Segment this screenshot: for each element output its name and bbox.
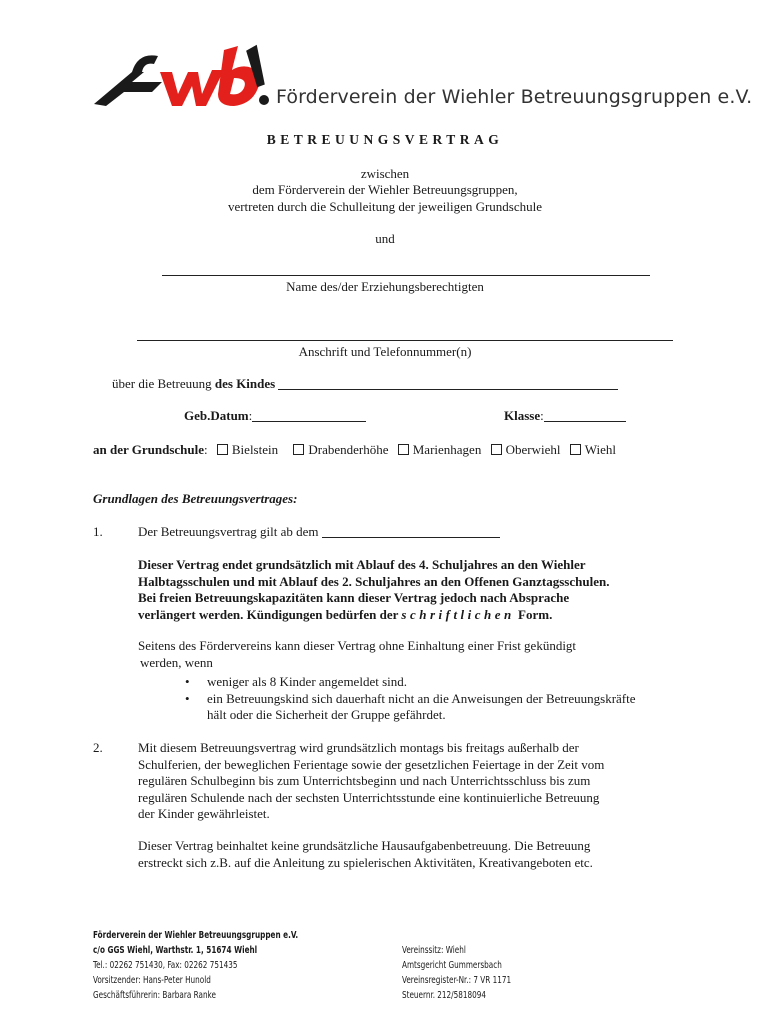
item1-termination: Seitens des Fördervereins kann dieser Vertrag ohne Einhaltung einer Frist gekündigt werden, wenn	[138, 638, 577, 670]
item1-bold-paragraph: Dieser Vertrag endet grundsätzlich mit Ablauf des 4. Schuljahres an den Wiehler Halbtagsschulen und mit Ablauf des 2. Schuljahres an den Offenen Ganztagsschulen. Bei freien Betreuungskapazitäten kann dieser Vertrag jedoch nach Absprache verlängert werden. Kündigungen bedürfen der schriftlichen Form.	[138, 557, 610, 622]
class-row: Klasse:	[504, 408, 626, 424]
class-label: Klasse	[504, 408, 541, 423]
item2-number: 2.	[93, 740, 103, 755]
item2-extra-paragraph: Dieser Vertrag beinhaltet keine grundsätzliche Hausaufgabenbetreuung. Die Betreuung erstreckt sich z.B. auf die Anleitung zu spielerischen Aktivitäten, Kreativangeboten etc.	[138, 838, 593, 870]
school-option-wiehl: Wiehl	[584, 442, 616, 457]
footer-left: Förderverein der Wiehler Betreuungsgruppen e.V. c/o GGS Wiehl, Warthstr. 1, 51674 Wiehl Tel.: 02262 751430, Fax: 02262 751435 Vorsitzender: Hans-Peter Hunold Geschäftsführerin: Barbara Ranke	[93, 930, 299, 1001]
logo-f-mark	[94, 72, 162, 106]
class-field[interactable]	[544, 421, 626, 422]
child-row	[112, 376, 618, 392]
intro-und: und	[375, 231, 395, 246]
address-field-line[interactable]	[137, 340, 673, 341]
school-option-marienhagen: Marienhagen	[412, 442, 482, 457]
name-field-label: Name des/der Erziehungsberechtigten	[286, 279, 484, 294]
child-label: des Kindes	[214, 376, 276, 391]
list-item: • ein Betreuungskind sich dauerhaft nicht an die Anweisungen der Betreuungskräfte hält oder die Sicherheit der Gruppe gefährdet.	[185, 691, 655, 724]
school-checkbox-wiehl[interactable]	[570, 444, 581, 455]
section-heading: Grundlagen des Betreuungsvertrages:	[93, 491, 298, 506]
termination-conditions-list	[185, 674, 655, 724]
school-checkbox-marienhagen[interactable]	[398, 444, 409, 455]
birth-date-field[interactable]	[252, 421, 366, 422]
start-date-field[interactable]	[322, 537, 500, 538]
item1-start-text: Der Betreuungsvertrag gilt ab dem	[138, 524, 319, 539]
intro-line-2: dem Förderverein der Wiehler Betreuungsgruppen,	[252, 182, 518, 197]
school-row: an der Grundschule: Bielstein Drabenderhöhe Marienhagen Oberwiehl Wiehl	[93, 442, 616, 457]
school-option-drabenderhoehe: Drabenderhöhe	[308, 442, 389, 457]
written-form-emphasis: schriftlichen	[401, 606, 515, 622]
address-field-label: Anschrift und Telefonnummer(n)	[298, 344, 472, 359]
document-title: BETREUUNGSVERTRAG	[266, 132, 504, 147]
birth-label: Geb.Datum	[184, 408, 249, 423]
school-checkbox-drabenderhoehe[interactable]	[293, 444, 304, 455]
footer-right: Vereinssitz: Wiehl Amtsgericht Gummersbach Vereinsregister-Nr.: 7 VR 1171 Steuernr. 212/5818094	[402, 945, 512, 1001]
logo-w-mark	[160, 70, 224, 106]
school-option-bielstein: Bielstein	[231, 442, 279, 457]
child-prefix: über die Betreuung	[112, 376, 215, 391]
item1-number: 1.	[93, 524, 103, 539]
logo-text: Förderverein der Wiehler Betreuungsgruppen e.V.	[276, 86, 753, 108]
child-name-field[interactable]	[278, 389, 618, 390]
birth-row: Geb.Datum:	[184, 408, 366, 424]
school-checkbox-bielstein[interactable]	[217, 444, 228, 455]
list-item: • weniger als 8 Kinder angemeldet sind.	[185, 674, 655, 691]
school-option-oberwiehl: Oberwiehl	[505, 442, 561, 457]
school-label: an der Grundschule	[93, 442, 205, 457]
name-field-line[interactable]	[162, 275, 650, 276]
intro-line-3: vertreten durch die Schulleitung der jeweiligen Grundschule	[227, 199, 543, 214]
item2-paragraph: Mit diesem Betreuungsvertrag wird grundsätzlich montags bis freitags außerhalb der Schulferien, der beweglichen Ferientage sowie der gesetzlichen Feiertage in der Zeit vom regulären Schulbeginn bis zum Unterrichtsbeginn und nach Unterrichtsschluss bis zum regulären Schulende nach der sechsten Unterrichtsstunde eine kontinuierliche Betreuung der Kinder gewährleistet.	[138, 740, 605, 821]
item1-start-row	[138, 524, 500, 540]
school-checkbox-oberwiehl[interactable]	[491, 444, 502, 455]
intro-line-1: zwischen	[360, 166, 410, 181]
